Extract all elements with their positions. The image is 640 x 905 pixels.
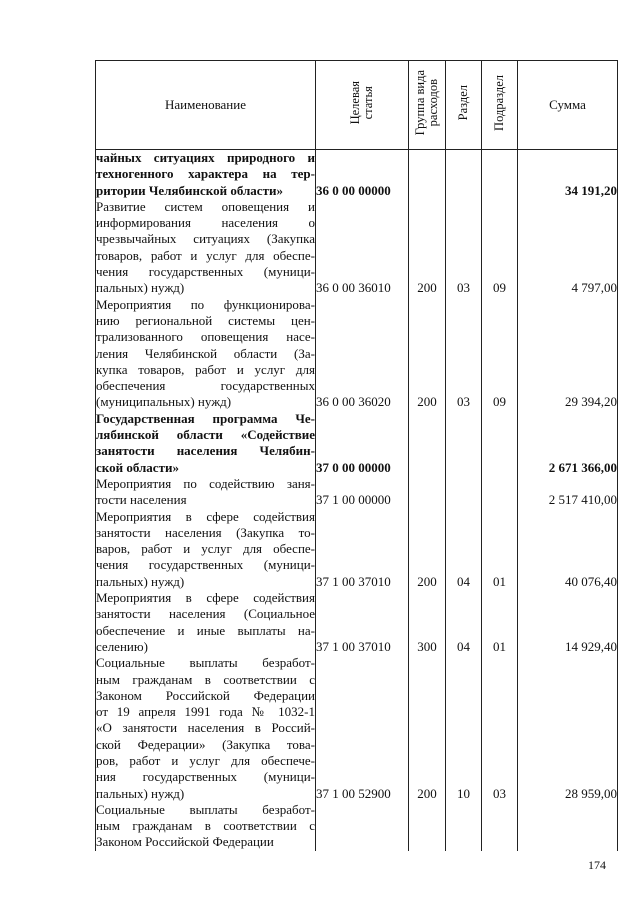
row-target-article: 36 0 00 36010 bbox=[316, 199, 409, 297]
row-name bbox=[96, 297, 316, 411]
row-name-line: Мероприятия по содействию заня- bbox=[96, 475, 315, 491]
row-name-line: Мероприятия по функционирова- bbox=[96, 296, 315, 312]
row-name-line: Мероприятия в сфере содействия bbox=[96, 590, 315, 606]
row-name bbox=[96, 411, 316, 476]
row-name-line: пальных) нужд) bbox=[96, 573, 185, 589]
row-sum: 40 076,40 bbox=[518, 509, 618, 590]
row-name bbox=[96, 509, 316, 590]
row-name-line: занятости населения (Социальное bbox=[96, 606, 315, 622]
row-sum: 2 671 366,00 bbox=[518, 411, 618, 476]
row-section: 10 bbox=[446, 655, 482, 802]
row-sum: 29 394,20 bbox=[518, 297, 618, 411]
row-name-line: (муниципальных) нужд) bbox=[96, 394, 232, 410]
row-expense-group: 200 bbox=[409, 297, 446, 411]
row-expense-group bbox=[409, 411, 446, 476]
header-name: Наименование bbox=[96, 61, 316, 150]
row-name-line: трализованного оповещения насе- bbox=[96, 329, 315, 345]
row-name bbox=[96, 199, 316, 297]
row-sum: 2 517 410,00 bbox=[518, 476, 618, 509]
row-name-line: Мероприятия в сфере содействия bbox=[96, 508, 315, 524]
row-name-line: чайных ситуациях природного и bbox=[96, 150, 315, 165]
table-row bbox=[96, 802, 618, 851]
header-section: Раздел bbox=[446, 61, 482, 150]
row-name bbox=[96, 590, 316, 655]
header-sum: Сумма bbox=[518, 61, 618, 150]
table-row bbox=[96, 411, 618, 476]
row-name-line: Государственная программа Че- bbox=[96, 410, 315, 426]
row-section: 03 bbox=[446, 199, 482, 297]
row-target-article: 37 1 00 37010 bbox=[316, 509, 409, 590]
row-name-line: обеспечения государственных bbox=[96, 378, 315, 394]
row-name-line: ской области» bbox=[96, 459, 179, 475]
row-expense-group: 300 bbox=[409, 590, 446, 655]
row-target-article: 37 1 00 52900 bbox=[316, 655, 409, 802]
row-name-line: пальных) нужд) bbox=[96, 785, 185, 801]
row-name-line: ления Челябинской области (За- bbox=[96, 345, 315, 361]
table-row bbox=[96, 476, 618, 509]
row-name-line: чения государственных (муници- bbox=[96, 264, 315, 280]
row-name bbox=[96, 150, 316, 199]
row-subsection bbox=[482, 476, 518, 509]
row-expense-group: 200 bbox=[409, 199, 446, 297]
page-number: 174 bbox=[588, 858, 606, 872]
row-expense-group bbox=[409, 150, 446, 199]
row-name-line: нию региональной системы цен- bbox=[96, 312, 315, 328]
row-expense-group bbox=[409, 802, 446, 851]
row-target-article: 37 1 00 37010 bbox=[316, 590, 409, 655]
budget-table bbox=[95, 60, 618, 851]
row-section bbox=[446, 802, 482, 851]
row-section bbox=[446, 476, 482, 509]
row-name-line: ния государственных (муници- bbox=[96, 769, 315, 785]
row-name-line: обеспечение и иные выплаты на- bbox=[96, 622, 315, 638]
row-section: 04 bbox=[446, 509, 482, 590]
row-target-article: 37 0 00 00000 bbox=[316, 411, 409, 476]
row-subsection: 01 bbox=[482, 509, 518, 590]
row-section: 04 bbox=[446, 590, 482, 655]
header-target-article: Целевая статья bbox=[316, 61, 409, 150]
row-name-line: пальных) нужд) bbox=[96, 280, 185, 296]
row-target-article: 37 1 00 00000 bbox=[316, 476, 409, 509]
row-name-line: информирования населения о bbox=[96, 215, 315, 231]
row-subsection: 01 bbox=[482, 590, 518, 655]
row-sum: 4 797,00 bbox=[518, 199, 618, 297]
row-subsection bbox=[482, 150, 518, 199]
row-sum: 14 929,40 bbox=[518, 590, 618, 655]
table-row bbox=[96, 509, 618, 590]
row-name-line: занятости населения Челябин- bbox=[96, 443, 315, 459]
row-target-article: 36 0 00 00000 bbox=[316, 150, 409, 199]
row-name-line: Социальные выплаты безработ- bbox=[96, 655, 315, 671]
row-section bbox=[446, 150, 482, 199]
row-expense-group: 200 bbox=[409, 655, 446, 802]
row-expense-group: 200 bbox=[409, 509, 446, 590]
row-name-line: ров, работ и услуг для обеспече- bbox=[96, 752, 315, 768]
row-name-line: «О занятости населения в Россий- bbox=[96, 720, 315, 736]
row-name-line: Социальные выплаты безработ- bbox=[96, 801, 315, 817]
row-name-line: техногенного характера на тер- bbox=[96, 166, 315, 182]
row-target-article bbox=[316, 802, 409, 851]
row-sum: 34 191,20 bbox=[518, 150, 618, 199]
table-row bbox=[96, 297, 618, 411]
table-row bbox=[96, 655, 618, 802]
row-target-article: 36 0 00 36020 bbox=[316, 297, 409, 411]
row-section: 03 bbox=[446, 297, 482, 411]
row-name-line: ской Федерации» (Закупка това- bbox=[96, 736, 315, 752]
row-name-line: товаров, работ и услуг для обеспе- bbox=[96, 247, 315, 263]
row-name bbox=[96, 476, 316, 509]
row-sum bbox=[518, 802, 618, 851]
row-name-line: ритории Челябинской области» bbox=[96, 182, 283, 198]
table-header-row bbox=[96, 61, 618, 150]
row-name-line: ным гражданам в соответствии с bbox=[96, 671, 315, 687]
row-name-line: купка товаров, работ и услуг для bbox=[96, 361, 315, 377]
table-row bbox=[96, 150, 618, 199]
row-sum: 28 959,00 bbox=[518, 655, 618, 802]
row-subsection: 03 bbox=[482, 655, 518, 802]
row-name-line: от 19 апреля 1991 года № 1032-1 bbox=[96, 704, 315, 720]
row-subsection bbox=[482, 411, 518, 476]
header-subsection: Подраздел bbox=[482, 61, 518, 150]
row-name-line: Законом Российской Федерации bbox=[96, 834, 274, 850]
row-name-line: тости населения bbox=[96, 492, 187, 508]
row-name-line: ным гражданам в соответствии с bbox=[96, 818, 315, 834]
row-subsection bbox=[482, 802, 518, 851]
row-name-line: Развитие систем оповещения и bbox=[96, 198, 315, 214]
row-name-line: чения государственных (муници- bbox=[96, 557, 315, 573]
table-row bbox=[96, 590, 618, 655]
row-name bbox=[96, 802, 316, 851]
row-subsection: 09 bbox=[482, 199, 518, 297]
row-name-line: занятости населения (Закупка то- bbox=[96, 524, 315, 540]
row-name-line: лябинской области «Содействие bbox=[96, 427, 315, 443]
row-name bbox=[96, 655, 316, 802]
row-subsection: 09 bbox=[482, 297, 518, 411]
row-name-line: варов, работ и услуг для обеспе- bbox=[96, 541, 315, 557]
row-name-line: чрезвычайных ситуациях (Закупка bbox=[96, 231, 315, 247]
row-name-line: селению) bbox=[96, 638, 148, 654]
header-expense-group: Группа вида расходов bbox=[409, 61, 446, 150]
row-section bbox=[446, 411, 482, 476]
row-name-line: Законом Российской Федерации bbox=[96, 687, 315, 703]
table-row bbox=[96, 199, 618, 297]
row-expense-group bbox=[409, 476, 446, 509]
